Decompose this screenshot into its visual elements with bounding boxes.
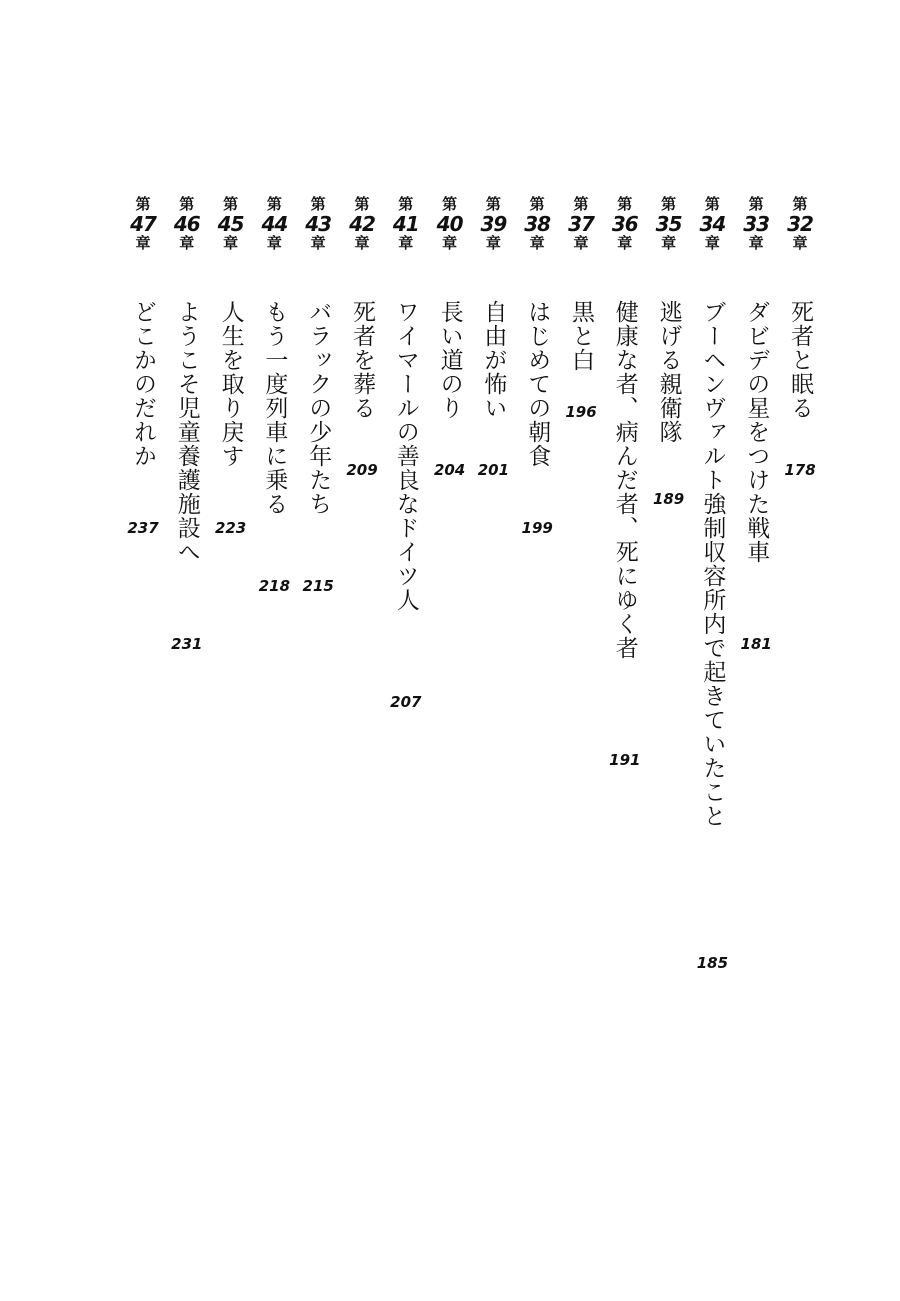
chapter-title: 人生を取り戻す <box>217 300 244 468</box>
chapter-suffix: 章 <box>573 234 589 252</box>
chapter-heading <box>167 196 207 252</box>
chapter-heading <box>649 196 689 252</box>
chapter-title: 長い道のり <box>436 300 463 420</box>
chapter-title: 死者と眠る <box>787 300 813 420</box>
chapter-title: どこかのだれか <box>130 300 156 468</box>
chapter-suffix: 章 <box>179 234 195 252</box>
chapter-suffix: 章 <box>704 234 720 252</box>
chapter-suffix: 章 <box>792 234 808 252</box>
chapter-title: ワイマールの善良なドイツ人 <box>392 300 419 612</box>
chapter-suffix: 章 <box>485 234 501 252</box>
chapter-prefix: 第 <box>573 195 589 213</box>
chapter-suffix: 章 <box>442 234 458 252</box>
page-number: 223 <box>214 519 247 537</box>
toc-entry[interactable] <box>649 196 689 916</box>
chapter-heading <box>298 196 338 252</box>
toc-entry[interactable] <box>780 196 820 916</box>
chapter-suffix: 章 <box>354 234 370 252</box>
page-number: 178 <box>784 461 816 479</box>
toc-entry[interactable] <box>692 195 732 972</box>
chapter-title: 健康な者、病んだ者、死にゆく者 <box>611 300 638 660</box>
page-number: 199 <box>521 519 553 537</box>
chapter-prefix: 第 <box>398 195 414 213</box>
chapter-suffix: 章 <box>661 234 677 252</box>
page-number: 237 <box>127 519 159 537</box>
chapter-title: ようこそ児童養護施設へ <box>173 300 200 564</box>
page-number: 181 <box>740 635 772 653</box>
chapter-suffix: 章 <box>223 234 239 252</box>
chapter-suffix: 章 <box>748 234 764 252</box>
chapter-prefix: 第 <box>266 195 282 213</box>
page-number: 185 <box>696 954 729 972</box>
chapter-heading <box>254 196 294 252</box>
page-number: 218 <box>258 577 291 595</box>
chapter-number: 35 <box>655 212 682 236</box>
chapter-heading <box>342 196 382 252</box>
chapter-number: 34 <box>699 212 726 236</box>
page-number: 215 <box>302 577 334 595</box>
page-number: 231 <box>171 635 203 653</box>
chapter-title: はじめての朝食 <box>524 300 551 468</box>
toc-entry[interactable] <box>561 196 601 916</box>
chapter-heading <box>517 196 557 252</box>
chapter-suffix: 章 <box>310 234 326 252</box>
chapter-title: ダビデの星をつけた戦車 <box>743 300 770 564</box>
chapter-heading <box>780 196 820 252</box>
chapter-prefix: 第 <box>442 195 458 213</box>
toc-entry[interactable] <box>254 196 294 916</box>
chapter-prefix: 第 <box>661 195 677 213</box>
chapter-prefix: 第 <box>617 195 633 213</box>
chapter-number: 45 <box>217 212 244 236</box>
chapter-suffix: 章 <box>617 234 633 252</box>
chapter-heading <box>692 196 732 252</box>
chapter-title: ブーヘンヴァルト強制収容所内で起きていたこと <box>699 300 726 828</box>
chapter-prefix: 第 <box>792 195 808 213</box>
page-number: 209 <box>346 461 378 479</box>
chapter-heading <box>386 196 426 252</box>
chapter-number: 38 <box>524 212 551 236</box>
chapter-suffix: 章 <box>135 234 151 252</box>
page-number: 189 <box>652 490 685 508</box>
toc-entry[interactable] <box>605 196 645 916</box>
page-number: 196 <box>565 403 597 421</box>
page-number: 191 <box>609 751 641 769</box>
chapter-title: バラックの少年たち <box>305 300 332 516</box>
chapter-prefix: 第 <box>485 195 501 213</box>
chapter-number: 43 <box>305 212 332 236</box>
toc-entry[interactable] <box>517 196 557 916</box>
toc-entry[interactable] <box>167 196 207 916</box>
toc-entry[interactable] <box>211 196 251 916</box>
chapter-title: 自由が怖い <box>480 300 507 420</box>
chapter-number: 32 <box>787 212 813 236</box>
chapter-number: 33 <box>743 212 770 236</box>
chapter-number: 40 <box>436 212 463 236</box>
toc-entry[interactable] <box>298 196 338 916</box>
chapter-number: 36 <box>611 212 638 236</box>
chapter-title: もう一度列車に乗る <box>261 300 288 516</box>
chapter-prefix: 第 <box>223 195 239 213</box>
page-number: 207 <box>390 693 422 711</box>
chapter-heading <box>430 196 470 252</box>
chapter-prefix: 第 <box>179 195 195 213</box>
page-number: 204 <box>433 461 466 479</box>
chapter-prefix: 第 <box>704 195 720 213</box>
chapter-heading <box>561 196 601 252</box>
chapter-title: 逃げる親衛隊 <box>655 300 682 444</box>
toc-entry[interactable] <box>473 196 513 916</box>
chapter-suffix: 章 <box>266 234 282 252</box>
toc-entry[interactable] <box>386 196 426 916</box>
chapter-heading <box>605 196 645 252</box>
toc-entry[interactable] <box>123 196 163 916</box>
page-number: 201 <box>477 461 510 479</box>
toc-entry[interactable] <box>430 196 470 916</box>
chapter-prefix: 第 <box>529 195 545 213</box>
chapter-number: 37 <box>568 212 594 236</box>
chapter-number: 46 <box>173 212 200 236</box>
chapter-number: 41 <box>392 212 419 236</box>
chapter-number: 42 <box>349 212 375 236</box>
chapter-prefix: 第 <box>135 195 151 213</box>
chapter-heading <box>123 196 163 252</box>
chapter-heading <box>211 196 251 252</box>
table-of-contents <box>100 195 820 972</box>
chapter-heading <box>473 196 513 252</box>
toc-entry[interactable] <box>342 196 382 916</box>
chapter-prefix: 第 <box>354 195 370 213</box>
toc-entry[interactable] <box>736 196 776 916</box>
chapter-number: 47 <box>130 212 156 236</box>
chapter-number: 44 <box>261 212 288 236</box>
chapter-title: 黒と白 <box>568 300 594 372</box>
chapter-number: 39 <box>480 212 507 236</box>
chapter-prefix: 第 <box>748 195 764 213</box>
chapter-title: 死者を葬る <box>349 300 375 420</box>
chapter-suffix: 章 <box>398 234 414 252</box>
chapter-suffix: 章 <box>529 234 545 252</box>
chapter-heading <box>736 196 776 252</box>
chapter-prefix: 第 <box>310 195 326 213</box>
